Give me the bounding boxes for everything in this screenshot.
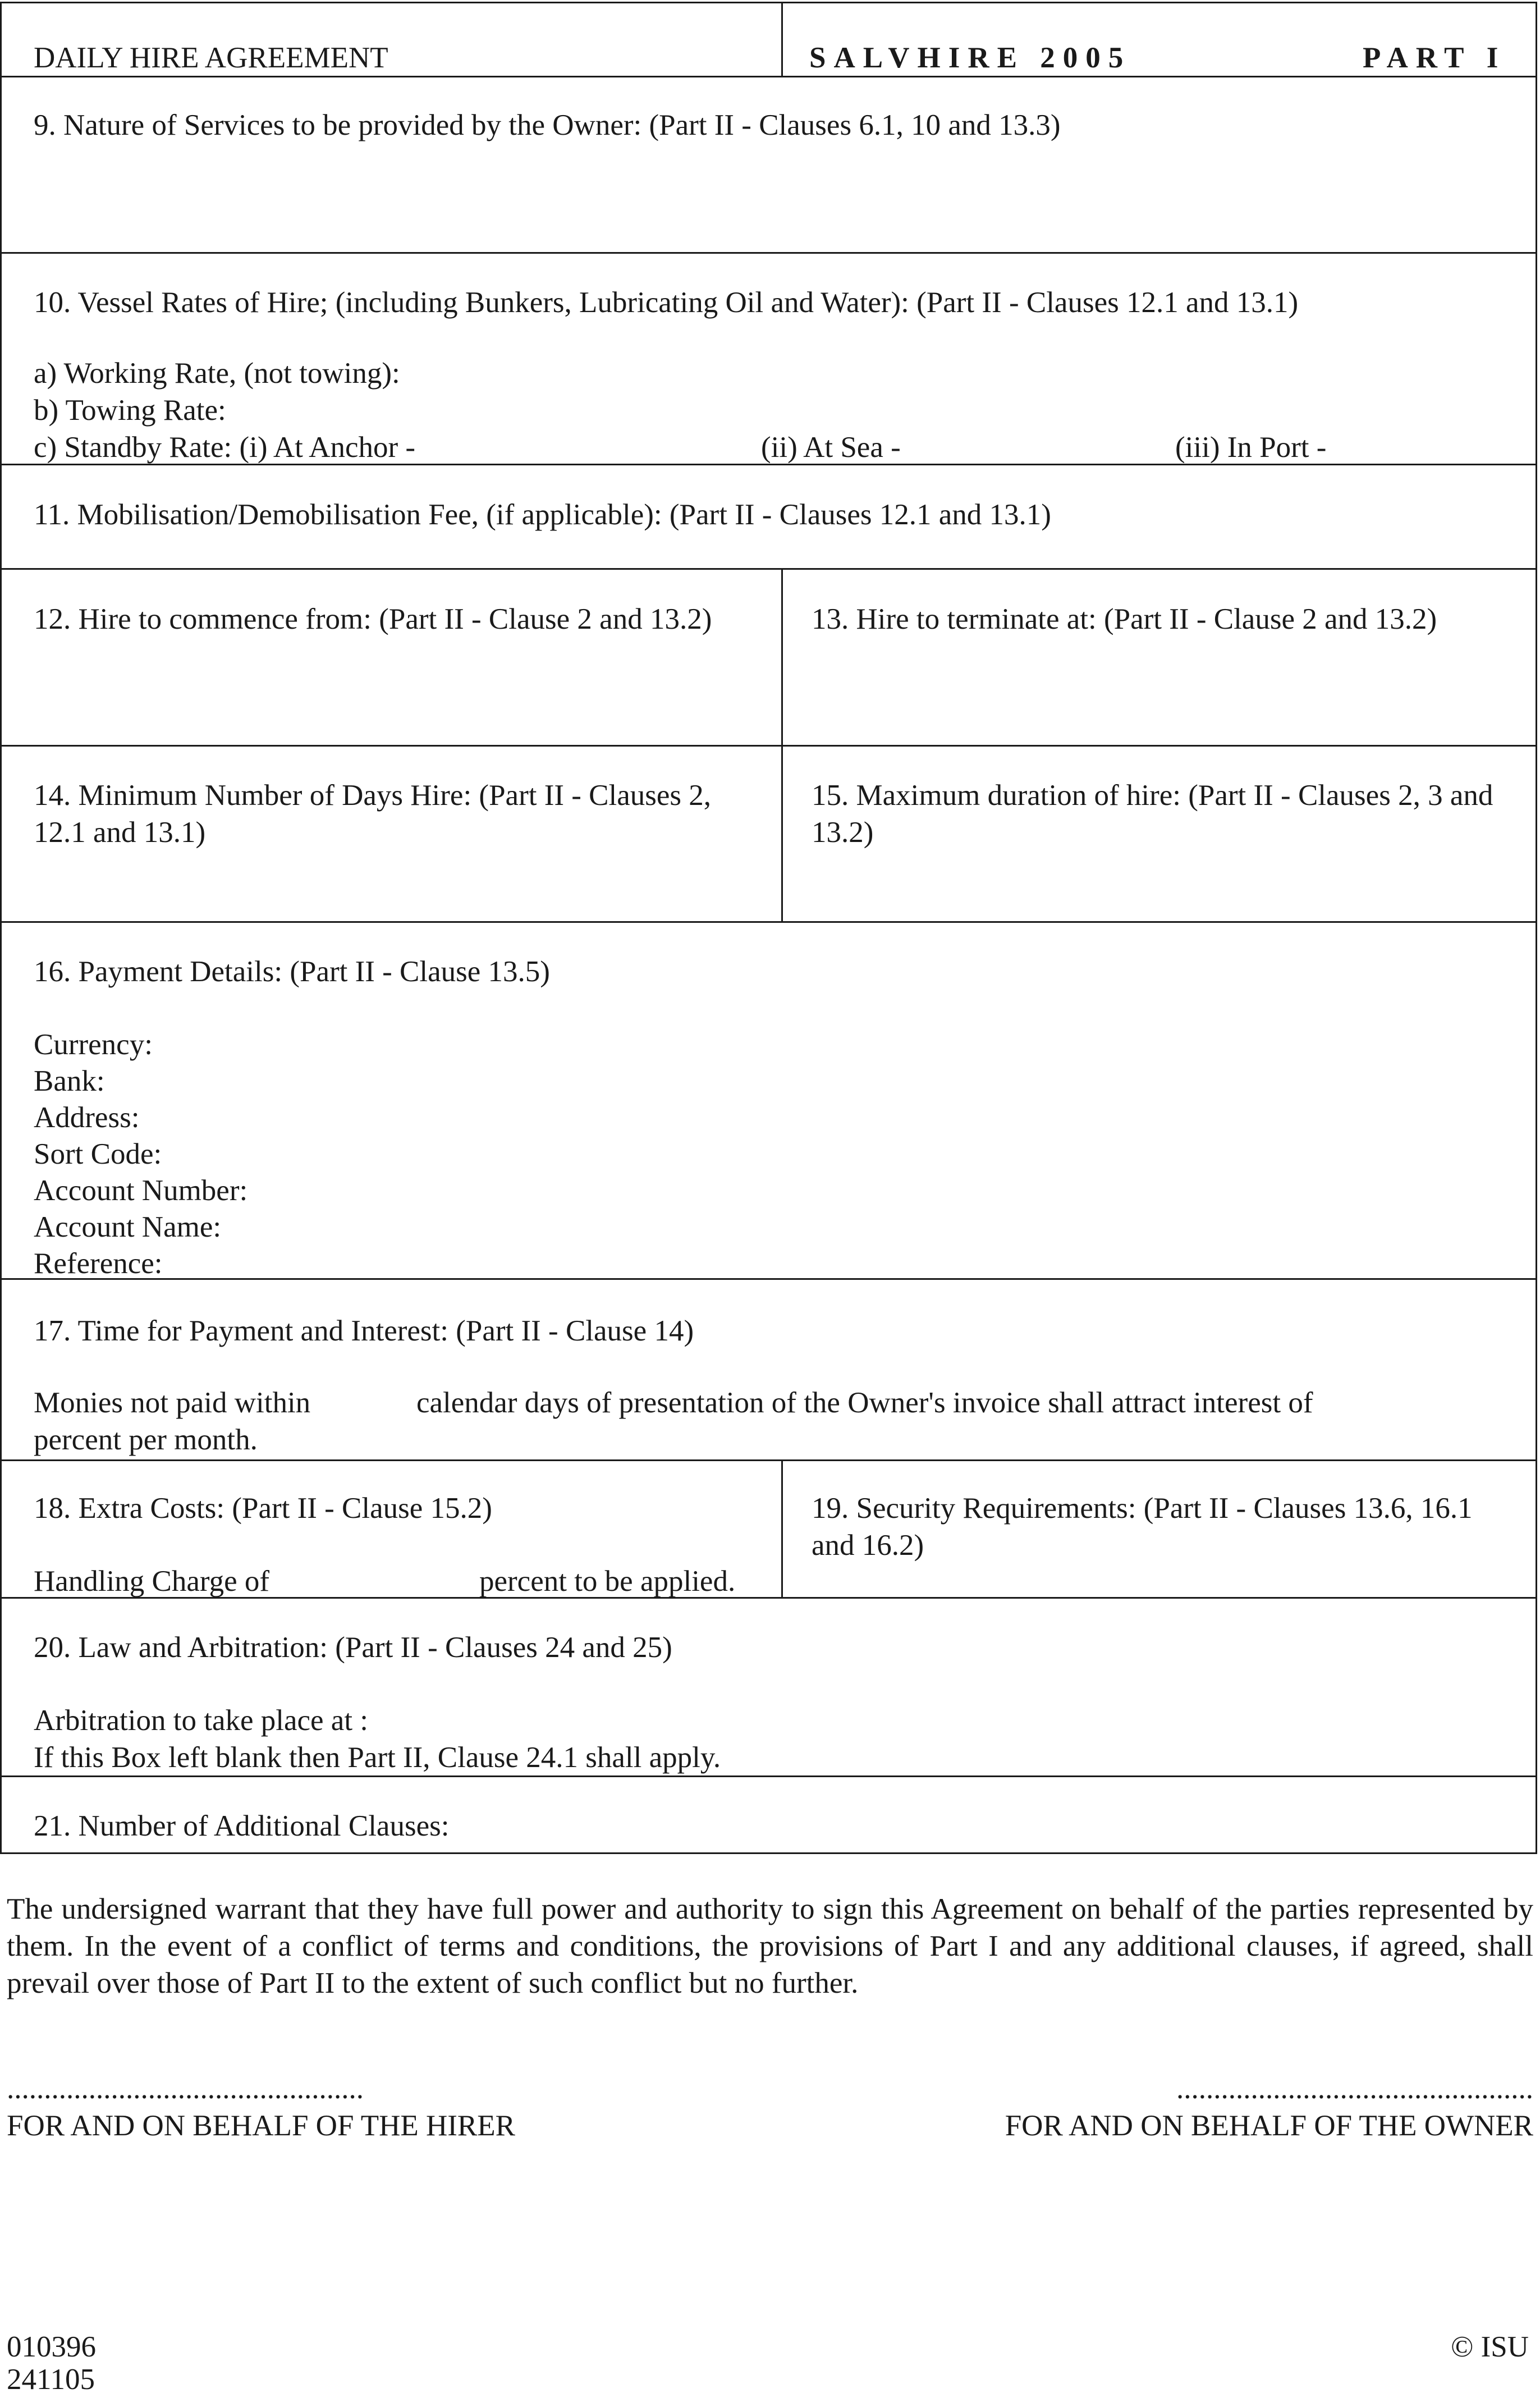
hirer-signature-label: FOR AND ON BEHALF OF THE HIRER [7, 2109, 515, 2142]
divider [0, 921, 1537, 923]
document-date-code: 241105 [7, 2363, 95, 2396]
box-9-label: 9. Nature of Services to be provided by the Owner: (Part II - Clauses 6.1, 10 and 13.3) [34, 109, 1061, 141]
form-border-right [1536, 2, 1537, 1854]
box-20-label: 20. Law and Arbitration: (Part II - Clauses 24 and 25) [34, 1631, 672, 1664]
divider [0, 568, 1537, 570]
owner-signature-label: FOR AND ON BEHALF OF THE OWNER [1005, 2109, 1533, 2142]
copyright-notice: © ISU [1451, 2331, 1529, 2363]
column-divider [781, 2, 783, 77]
authority-statement: The undersigned warrant that they have full power and authority to sign this Agreement on behalf of the parties represented by them. In the event of a conflict of terms and conditions, the provisions of Part I and any additional clauses, if agreed, shall prevail over those of Part II to the extent of such conflict but no further. [7, 1893, 1533, 1999]
divider [0, 252, 1537, 254]
arbitration-place-label: Arbitration to take place at : [34, 1704, 369, 1737]
arbitration-default-text: If this Box left blank then Part II, Clause 24.1 shall apply. [34, 1741, 721, 1774]
payment-field: Account Number: [34, 1174, 248, 1207]
payment-field: Reference: [34, 1247, 163, 1280]
box-19-label: 19. Security Requirements: (Part II - Clauses 13.6, 16.1 and 16.2) [812, 1492, 1473, 1562]
owner-signature-line: ................................................ [1176, 2072, 1533, 2105]
handling-charge-text: Handling Charge of [34, 1565, 269, 1598]
form-border-left [0, 2, 2, 1854]
divider [0, 2, 1537, 3]
payment-field: Account Name: [34, 1211, 222, 1243]
box-10-label: 10. Vessel Rates of Hire; (including Bunkers, Lubricating Oil and Water): (Part II - Clauses 12.1 and 13.1) [34, 286, 1299, 319]
standby-anchor-label: c) Standby Rate: (i) At Anchor - [34, 431, 416, 464]
standby-sea-label: (ii) At Sea - [761, 431, 901, 464]
standby-port-label: (iii) In Port - [1175, 431, 1327, 464]
box-11-label: 11. Mobilisation/Demobilisation Fee, (if applicable): (Part II - Clauses 12.1 and 13.1) [34, 498, 1051, 531]
payment-terms-text: Monies not paid within [34, 1386, 311, 1419]
divider [0, 1459, 1537, 1461]
box-17-label: 17. Time for Payment and Interest: (Part II - Clause 14) [34, 1315, 694, 1347]
box-14-label: 14. Minimum Number of Days Hire: (Part II - Clauses 2, 12.1 and 13.1) [34, 779, 712, 849]
form-code: SALVHIRE 2005 [809, 42, 1131, 74]
payment-field: Address: [34, 1101, 140, 1134]
working-rate-label: a) Working Rate, (not towing): [34, 357, 400, 390]
document-code: 010396 [7, 2331, 96, 2363]
towing-rate-label: b) Towing Rate: [34, 394, 226, 427]
payment-field: Bank: [34, 1065, 105, 1097]
form-part: PART I [1363, 42, 1506, 74]
payment-field: Sort Code: [34, 1138, 162, 1170]
column-divider [781, 1459, 783, 1597]
divider [0, 1278, 1537, 1280]
box-15-label: 15. Maximum duration of hire: (Part II - Clauses 2, 3 and 13.2) [812, 779, 1493, 849]
handling-charge-text: percent to be applied. [479, 1565, 736, 1598]
form-title: DAILY HIRE AGREEMENT [34, 42, 388, 74]
box-21-label: 21. Number of Additional Clauses: [34, 1810, 450, 1842]
payment-terms-text: calendar days of presentation of the Owner's invoice shall attract interest of [416, 1386, 1313, 1419]
column-divider [781, 568, 783, 921]
payment-field: Currency: [34, 1028, 153, 1061]
divider [0, 1852, 1537, 1854]
box-13-label: 13. Hire to terminate at: (Part II - Clause 2 and 13.2) [812, 603, 1437, 635]
hirer-signature-line: ................................................ [7, 2072, 364, 2105]
box-12-label: 12. Hire to commence from: (Part II - Clause 2 and 13.2) [34, 603, 712, 635]
divider [0, 745, 1537, 747]
box-18-label: 18. Extra Costs: (Part II - Clause 15.2) [34, 1492, 492, 1525]
box-16-label: 16. Payment Details: (Part II - Clause 13.5) [34, 955, 550, 988]
interest-text: percent per month. [34, 1424, 258, 1456]
